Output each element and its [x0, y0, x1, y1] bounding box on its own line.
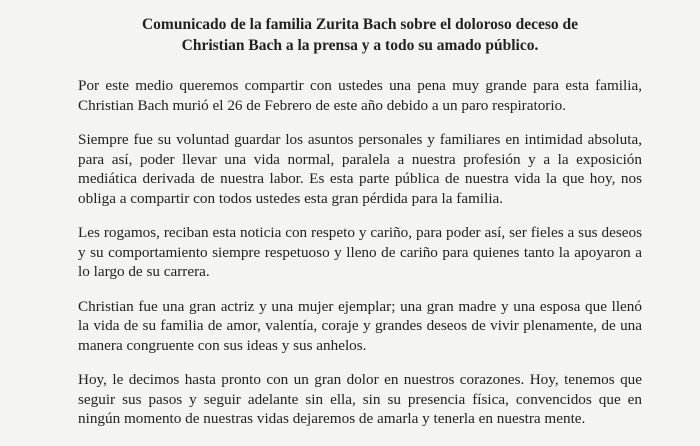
- title-line-2: Christian Bach a la prensa y a todo su amado público.: [181, 37, 539, 54]
- paragraph-1: Por este medio queremos compartir con ustedes una pena muy grande para esta familia, Christian Bach murió el 26 de Febrero de este año debido a un paro respiratorio.: [78, 77, 642, 114]
- title-line-1: Comunicado de la familia Zurita Bach sobre el doloroso deceso de: [141, 16, 578, 33]
- paragraph-3: Les rogamos, reciban esta noticia con respeto y cariño, para poder así, ser fieles a sus deseos y su comportamiento siempre respetuoso y lleno de cariño para quienes tanto la apoyaron a lo largo de su carrera.: [78, 224, 642, 280]
- document-title: [78, 14, 642, 56]
- paragraph-4: Christian fue una gran actriz y una mujer ejemplar; una gran madre y una esposa que llenó la vida de su familia de amor, valentía, coraje y grandes deseos de vivir plenamente, de una manera congruente con sus ideas y sus anhelos.: [78, 297, 642, 354]
- paragraph-2: Siempre fue su voluntad guardar los asuntos personales y familiares en intimidad absoluta, para así, poder llevar una vida normal, paralela a nuestra profesión y a la exposición mediática derivada de nuestra labor. Es esta parte pública de nuestra vida la que hoy, nos obliga a compartir con todos ustedes esta gran pérdida para la familia.: [78, 131, 642, 207]
- paragraph-5: Hoy, le decimos hasta pronto con un gran dolor en nuestros corazones. Hoy, tenemos que seguir sus pasos y seguir adelante sin ella, sin su presencia física, convencidos que en ningún momento de nuestras vidas dejaremos de amarla y tenerla en nuestra mente.: [78, 371, 642, 427]
